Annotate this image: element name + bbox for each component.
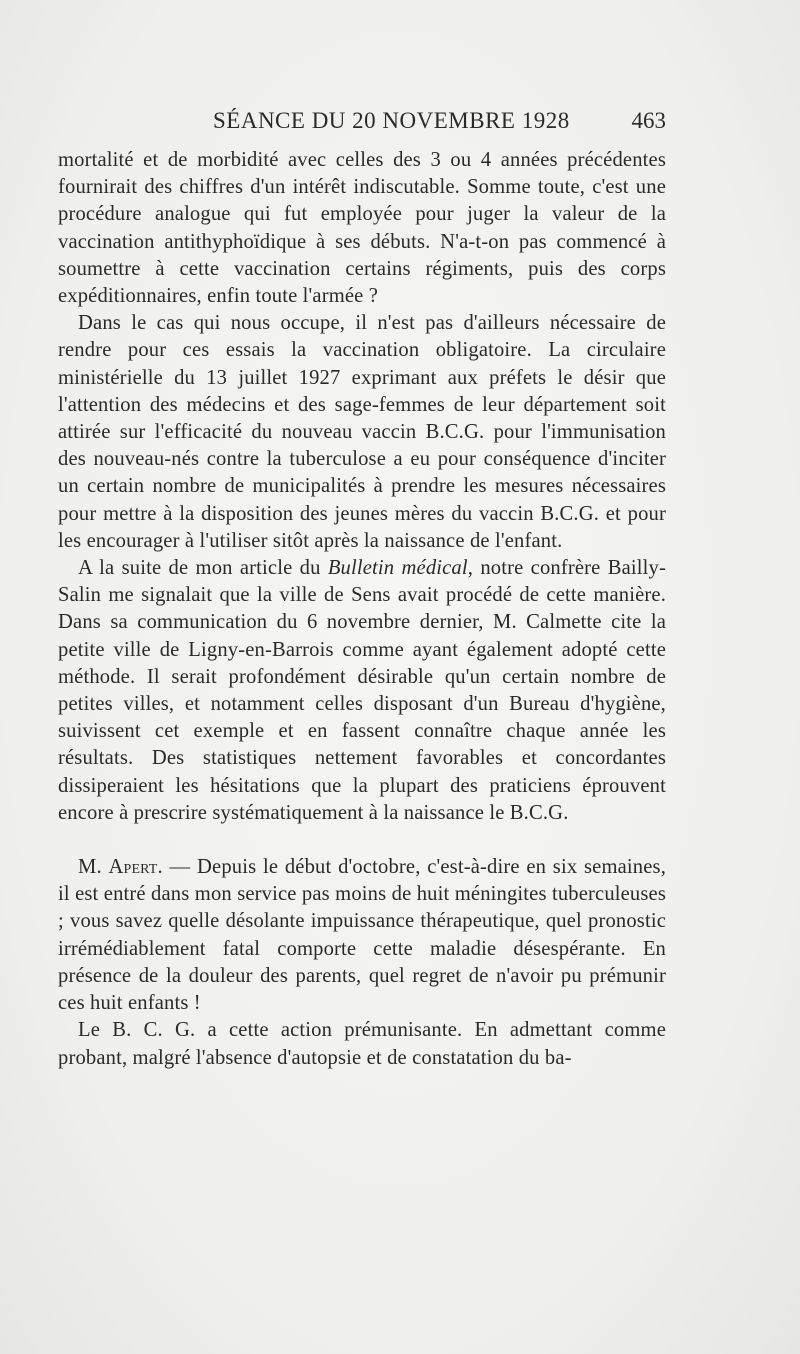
paragraph-3-text-end: , notre confrère Bailly-Salin me signalait que la ville de Sens avait procédé de cette manière. Dans sa communication du 6 novembre dernier, M. Calmette cite la petite ville de Ligny-en-Barrois comme ayant également adopté cette méthode. Il serait profondément désirable qu'un certain nombre de petites villes, et notamment celles disposant d'un Bureau d'hygiène, suivissent cet exemple et en fassent connaître chaque année les résultats. Des statistiques nettement favorables et concordantes dissiperaient les hésitations que la plupart des praticiens éprouvent encore à prescrire systématiquement à la naissance le B.C.G. <box>58 557 666 824</box>
paragraph-2: Dans le cas qui nous occupe, il n'est pas d'ailleurs nécessaire de rendre pour ces essais la vaccination obligatoire. La circulaire ministérielle du 13 juillet 1927 exprimant aux préfets le désir que l'attention des médecins et des sage-femmes de leur département soit attirée sur l'efficacité du nouveau vaccin B.C.G. pour l'immunisation des nouveau-nés contre la tuberculose a eu pour conséquence d'inciter un certain nombre de municipalités à prendre les mesures nécessaires pour mettre à la disposition des jeunes mères du vaccin B.C.G. et pour les encourager à l'utiliser sitôt après la naissance de l'enfant. <box>58 312 666 552</box>
speaker-prefix: M. <box>78 856 109 879</box>
paragraph-3 <box>58 555 666 827</box>
running-head: SÉANCE DU 20 NOVEMBRE 1928 <box>213 108 570 133</box>
page-header <box>58 108 666 142</box>
page-number: 463 <box>631 108 666 133</box>
journal-title: Bulletin médical <box>327 557 468 580</box>
body-text <box>58 147 666 1072</box>
paragraph-3-text-start: A la suite de mon article du <box>78 557 328 580</box>
paragraph-4 <box>58 854 666 1017</box>
speaker-name: Apert. <box>108 856 163 879</box>
paragraph-1: mortalité et de morbidité avec celles des 3 ou 4 années précédentes fournirait des chiffres d'un intérêt indiscutable. Somme toute, c'est une procédure analogue qui fut employée pour juger la valeur de la vaccination antithyphoïdique à ses débuts. N'a-t-on pas commencé à soumettre à cette vaccination certains régiments, puis des corps expéditionnaires, enfin toute l'armée ? <box>58 149 666 308</box>
paragraph-4-text: — Depuis le début d'octobre, c'est-à-dire en six semaines, il est entré dans mon service pas moins de huit méningites tuberculeuses ; vous savez quelle désolante impuissance thérapeutique, quel pronostic irrémédiablement fatal comporte cette maladie désespérante. En présence de la douleur des parents, quel regret de n'avoir pu prémunir ces huit enfants ! <box>58 856 667 1015</box>
paragraph-5: Le B. C. G. a cette action prémunisante. En admettant comme probant, malgré l'absence d'autopsie et de constatation du ba- <box>58 1019 666 1069</box>
